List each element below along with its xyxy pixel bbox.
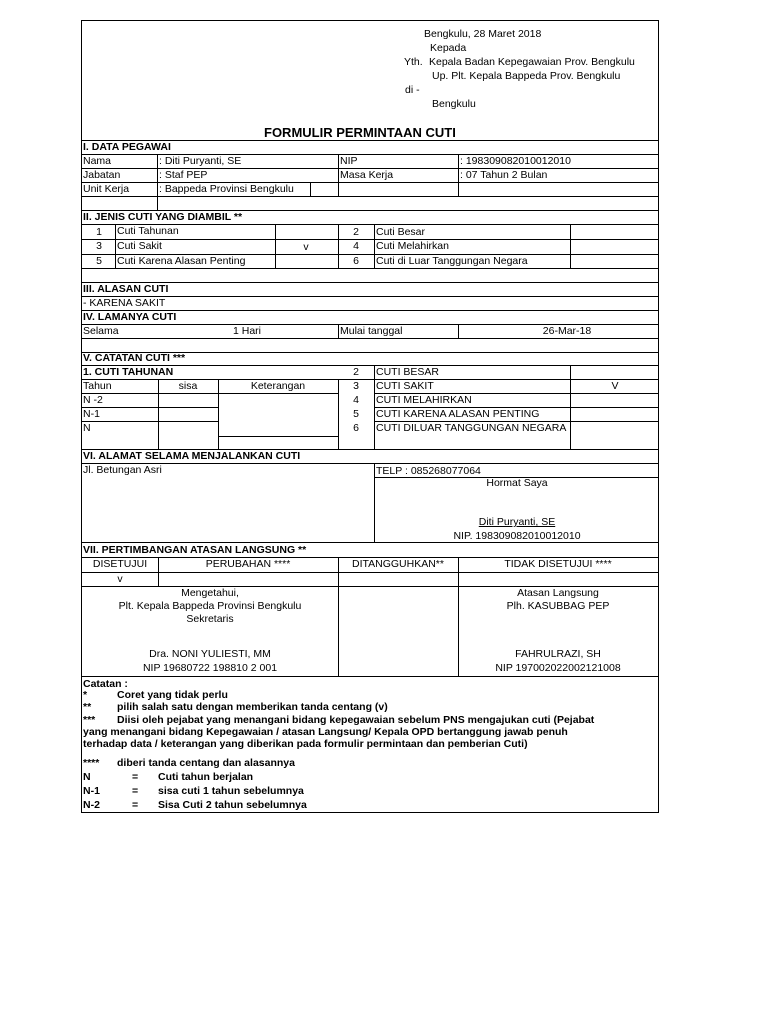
catatan-label-6: CUTI DILUAR TANGGUNGAN NEGARA bbox=[376, 422, 567, 434]
col-tidak-disetujui: TIDAK DISETUJUI **** bbox=[504, 558, 612, 570]
legend-key-n2: N-2 bbox=[83, 799, 100, 811]
jabatan-value: : Staf PEP bbox=[159, 169, 208, 181]
catatan-check-3: V bbox=[611, 380, 619, 392]
form-title: FORMULIR PERMINTAAN CUTI bbox=[264, 125, 456, 140]
jenis-no-2: 2 bbox=[353, 226, 359, 238]
di-label: di - bbox=[405, 84, 420, 96]
masa-kerja-label: Masa Kerja bbox=[340, 169, 394, 181]
note-mark-3: *** bbox=[83, 714, 96, 726]
masa-kerja-value: : 07 Tahun 2 Bulan bbox=[460, 169, 548, 181]
note-text-6: diberi tanda centang dan alasannya bbox=[117, 757, 295, 769]
note-text-4: yang menangani bidang Kepegawaian / atasan Langsung/ Kepala OPD bertanggung jawab penuh bbox=[83, 726, 568, 738]
mengetahui-title: Plt. Kepala Bappeda Provinsi Bengkulu bbox=[118, 600, 302, 612]
jenis-no-4: 4 bbox=[353, 240, 359, 252]
disetujui-check: v bbox=[117, 573, 123, 585]
kepada-label: Kepada bbox=[430, 42, 467, 54]
jenis-no-3: 3 bbox=[96, 240, 102, 252]
col-sisa: sisa bbox=[178, 380, 198, 392]
pemohon-name: Diti Puryanti, SE bbox=[478, 516, 556, 528]
jenis-no-1: 1 bbox=[96, 226, 102, 238]
jenis-label-4: Cuti Melahirkan bbox=[376, 240, 449, 252]
note-text-2: pilih salah satu dengan memberikan tanda centang (v) bbox=[117, 701, 388, 713]
nip-value: : 198309082010012010 bbox=[460, 155, 571, 167]
legend-eq-n: = bbox=[132, 771, 139, 783]
legend-text-n2: Sisa Cuti 2 tahun sebelumnya bbox=[158, 799, 307, 811]
col-perubahan: PERUBAHAN **** bbox=[205, 558, 291, 570]
col-keterangan: Keterangan bbox=[250, 380, 306, 392]
selama-label: Selama bbox=[83, 325, 119, 337]
note-mark-1: * bbox=[83, 689, 88, 701]
atasan-label: Atasan Langsung bbox=[517, 587, 599, 599]
cuti-tahunan-heading: 1. CUTI TAHUNAN bbox=[83, 366, 174, 378]
telp-value: TELP : 085268077064 bbox=[376, 465, 481, 477]
mengetahui-role: Sekretaris bbox=[186, 613, 234, 625]
col-tahun: Tahun bbox=[83, 380, 112, 392]
jenis-label-3: Cuti Sakit bbox=[117, 240, 162, 252]
leave-request-form bbox=[81, 20, 659, 813]
col-ditangguhkan: DITANGGUHKAN** bbox=[352, 558, 444, 570]
unit-kerja-label: Unit Kerja bbox=[83, 183, 130, 195]
recipient-2: Up. Plt. Kepala Bappeda Prov. Bengkulu bbox=[432, 70, 621, 82]
alamat-value: Jl. Betungan Asri bbox=[83, 464, 162, 476]
note-text-3: Diisi oleh pejabat yang menangani bidang kepegawaian sebelum PNS mengajukan cuti (Pejabat bbox=[117, 714, 595, 726]
note-mark-6: **** bbox=[83, 757, 100, 769]
atasan-title: Plh. KASUBBAG PEP bbox=[506, 600, 610, 612]
jenis-label-1: Cuti Tahunan bbox=[117, 225, 179, 237]
nip-label: NIP bbox=[340, 155, 358, 167]
mulai-label: Mulai tanggal bbox=[340, 325, 403, 337]
catatan-label-2: CUTI BESAR bbox=[376, 366, 440, 378]
hormat-saya: Hormat Saya bbox=[486, 477, 548, 489]
year-n1: N-1 bbox=[83, 408, 100, 420]
note-mark-2: ** bbox=[83, 701, 92, 713]
atasan-nip: NIP 197002022002121008 bbox=[495, 662, 621, 674]
city: Bengkulu bbox=[432, 98, 476, 110]
jenis-label-2: Cuti Besar bbox=[376, 226, 426, 238]
mulai-value: 26-Mar-18 bbox=[542, 325, 592, 337]
col-disetujui: DISETUJUI bbox=[92, 558, 148, 570]
selama-value: 1 Hari bbox=[232, 325, 261, 337]
alasan-value: - KARENA SAKIT bbox=[83, 297, 166, 309]
unit-kerja-value: : Bappeda Provinsi Bengkulu bbox=[159, 183, 294, 195]
catatan-no-3: 3 bbox=[353, 380, 359, 392]
jenis-no-6: 6 bbox=[353, 255, 359, 267]
section-4-heading: IV. LAMANYA CUTI bbox=[83, 311, 177, 323]
legend-eq-n1: = bbox=[132, 785, 139, 797]
catatan-no-5: 5 bbox=[353, 408, 359, 420]
section-1-heading: I. DATA PEGAWAI bbox=[83, 141, 171, 153]
year-n2: N -2 bbox=[83, 394, 103, 406]
jenis-no-5: 5 bbox=[96, 255, 102, 267]
mengetahui-name: Dra. NONI YULIESTI, MM bbox=[149, 648, 271, 660]
mengetahui-label: Mengetahui, bbox=[181, 587, 239, 599]
note-text-1: Coret yang tidak perlu bbox=[117, 689, 228, 701]
legend-eq-n2: = bbox=[132, 799, 139, 811]
jenis-label-6: Cuti di Luar Tanggungan Negara bbox=[376, 255, 528, 267]
catatan-label-4: CUTI MELAHIRKAN bbox=[376, 394, 472, 406]
note-text-5: terhadap data / keterangan yang diberikan pada formulir permintaan dan pemberian Cuti) bbox=[83, 738, 528, 750]
yth-label: Yth. bbox=[404, 56, 423, 68]
nama-value: : Diti Puryanti, SE bbox=[159, 155, 242, 167]
nama-label: Nama bbox=[83, 155, 112, 167]
jabatan-label: Jabatan bbox=[83, 169, 121, 181]
section-5-heading: V. CATATAN CUTI *** bbox=[83, 352, 186, 364]
legend-key-n: N bbox=[83, 771, 91, 783]
recipient-1: Kepala Badan Kepegawaian Prov. Bengkulu bbox=[429, 56, 635, 68]
catatan-label-3: CUTI SAKIT bbox=[376, 380, 434, 392]
legend-text-n1: sisa cuti 1 tahun sebelumnya bbox=[158, 785, 304, 797]
atasan-name: FAHRULRAZI, SH bbox=[515, 648, 601, 660]
place-date: Bengkulu, 28 Maret 2018 bbox=[424, 28, 542, 40]
jenis-label-5: Cuti Karena Alasan Penting bbox=[117, 255, 246, 267]
catatan-label-5: CUTI KARENA ALASAN PENTING bbox=[376, 408, 540, 420]
mengetahui-nip: NIP 19680722 198810 2 001 bbox=[142, 662, 278, 674]
legend-key-n1: N-1 bbox=[83, 785, 100, 797]
legend-text-n: Cuti tahun berjalan bbox=[158, 771, 254, 783]
catatan-no-2: 2 bbox=[353, 366, 359, 378]
section-6-heading: VI. ALAMAT SELAMA MENJALANKAN CUTI bbox=[83, 450, 301, 462]
pemohon-nip: NIP. 198309082010012010 bbox=[453, 530, 581, 542]
section-3-heading: III. ALASAN CUTI bbox=[83, 283, 169, 295]
jenis-check-3: v bbox=[303, 241, 309, 253]
section-2-heading: II. JENIS CUTI YANG DIAMBIL ** bbox=[83, 211, 243, 223]
catatan-heading: Catatan : bbox=[83, 678, 128, 690]
year-n: N bbox=[83, 422, 91, 434]
section-7-heading: VII. PERTIMBANGAN ATASAN LANGSUNG ** bbox=[83, 544, 307, 556]
catatan-no-4: 4 bbox=[353, 394, 359, 406]
catatan-no-6: 6 bbox=[353, 422, 359, 434]
